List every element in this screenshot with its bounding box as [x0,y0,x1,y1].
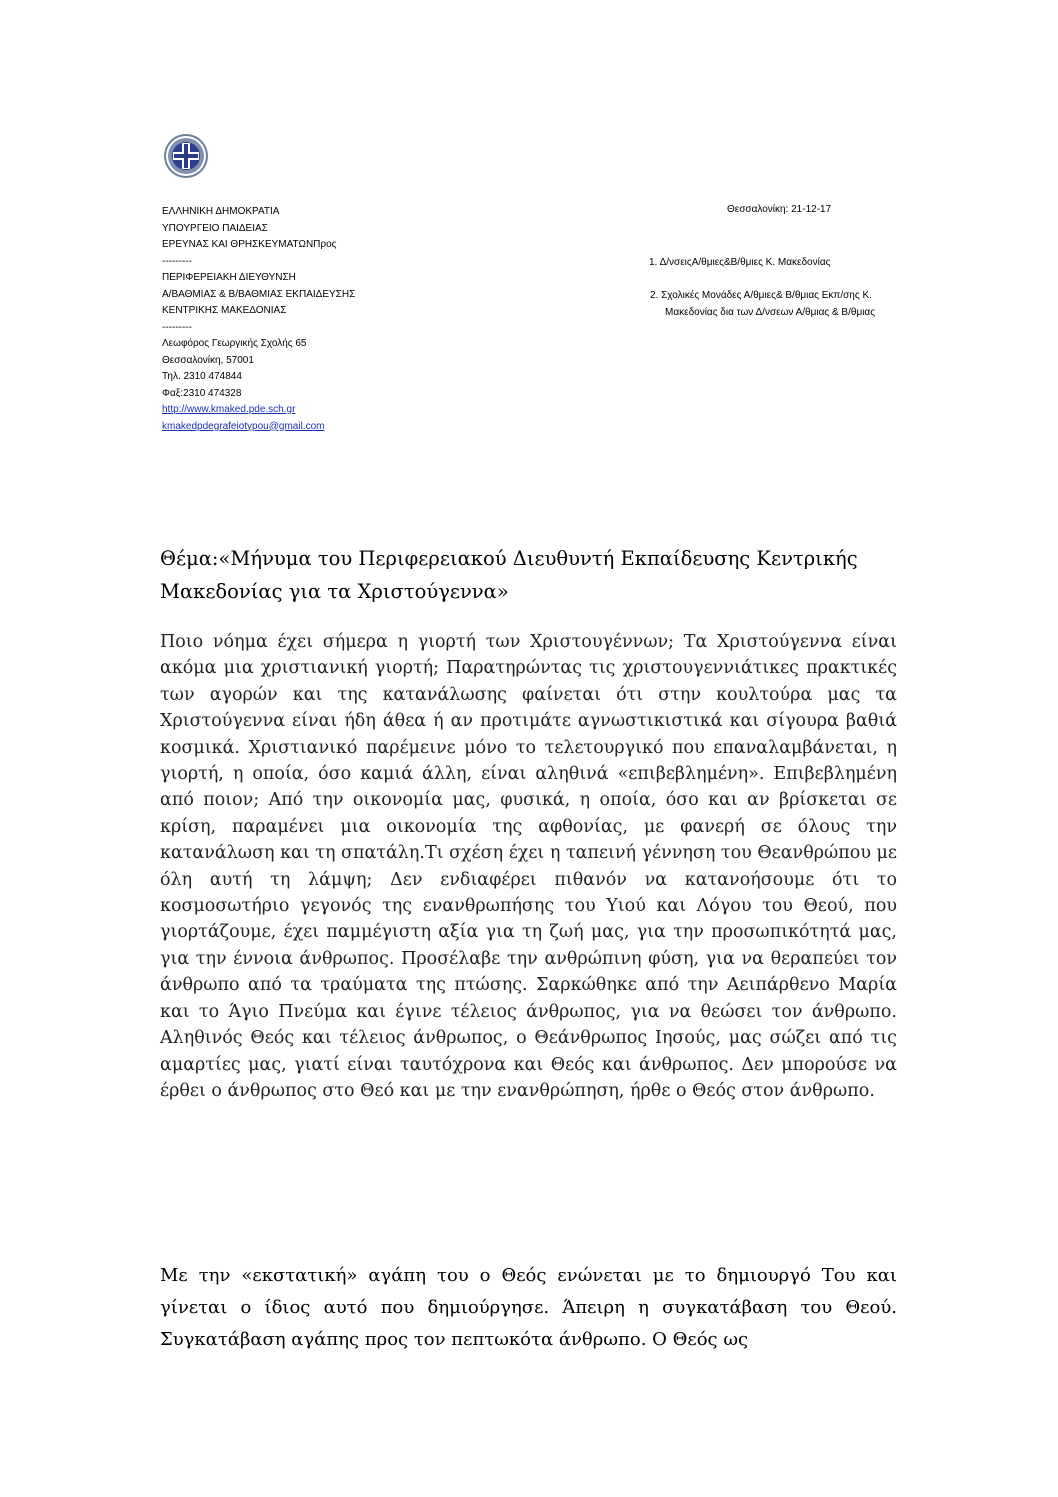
sender-header [162,204,422,435]
header-line: ΥΠΟΥΡΓΕΙΟ ΠΑΙΔΕΙΑΣ [162,222,268,234]
header-separator: --------- [162,255,192,267]
header-line: ΕΡΕΥΝΑΣ ΚΑΙ ΘΡΗΣΚΕΥΜΑΤΩΝΠρος [162,239,337,250]
recipient-2-continued: Μακεδονίας δια των Δ/νσεων Α/θμιας & Β/θμιας [665,307,876,318]
header-separator: --------- [162,321,192,333]
body-paragraph-2: Με την «εκστατική» αγάπη του ο Θεός ενώνεται με το δημιουργό Του και γίνεται ο ίδιος αυτό που δημιούργησε. Άπειρη η συγκατάβαση του Θεού. Συγκατάβαση αγάπης προς τον πεπτωκότα άνθρωπο. Ο Θεός ως [160,1265,897,1350]
header-line: ΠΕΡΙΦΕΡΕΙΑΚΗ ΔΙΕΥΘΥΝΣΗ [162,272,296,283]
header-line: ΚΕΝΤΡΙΚΗΣ ΜΑΚΕΔΟΝΙΑΣ [162,305,287,316]
recipient-1: 1. Δ/νσειςΑ/θμιες&Β/θμιες Κ. Μακεδονίας [649,257,831,268]
city-line: Θεσσαλονίκη, 57001 [162,354,254,366]
email-link[interactable]: kmakedpdegrafeiotypou@gmail.com [162,420,325,432]
fax-line: Φαξ:2310 474328 [162,387,242,399]
subject-heading: Θέμα:«Μήνυμα του Περιφερειακού Διευθυντή Εκπαίδευσης Κεντρικής Μακεδονίας για τα Χριστούγεννα» [160,547,858,603]
header-line: ΕΛΛΗΝΙΚΗ ΔΗΜΟΚΡΑΤΙΑ [162,206,280,217]
body-paragraph-1: Ποιο νόημα έχει σήμερα η γιορτή των Χριστουγέννων; Τα Χριστούγεννα είναι ακόμα μια χριστιανική γιορτή; Παρατηρώντας τις χριστουγεννιάτικες πρακτικές των αγορών και της κατανάλωσης φαίνεται ότι στην κουλτούρα μας τα Χριστούγεννα είναι ήδη άθεα ή αν προτιμάτε αγνωστικιστικά και σίγουρα βαθιά κοσμικά. Χριστιανικό παρέμεινε μόνο το τελετουργικό που επαναλαμβάνεται, η γιορτή, η οποία, όσο καμιά άλλη, είναι αληθινά «επιβεβλημένη». Επιβεβλημένη από ποιον; Από την οικονομία μας, φυσικά, η οποία, όσο και αν βρίσκεται σε κρίση, παραμένει μια οικονομία της αφθονίας, με φανερή σε όλους την κατανάλωση και τη σπατάλη.Τι σχέση έχει η ταπεινή γέννηση του Θεανθρώπου με όλη αυτή τη λάμψη; Δεν ενδιαφέρει πιθανόν να κατανοήσουμε ότι το κοσμοσωτήριο γεγονός της ενανθρωπήσης του Υιού και Λόγου του Θεού, που γιορτάζουμε, έχει παμμέγιστη αξία για τη ζωή μας, για την προσωπικότητά μας, για την έννοια άνθρωπος. Προσέλαβε την ανθρώπινη φύση, για να θεραπεύει τον άνθρωπο από τα τραύματα της πτώσης. Σαρκώθηκε από την Αειπάρθενο Μαρία και το Άγιο Πνεύμα και έγινε τέλειος άνθρωπος, για να θεώσει τον άνθρωπο. Αληθινός Θεός και τέλειος άνθρωπος, ο Θεάνθρωπος Ιησούς, μας σώζει από τις αμαρτίες μας, γιατί είναι ταυτόχρονα και Θεός και άνθρωπος. Δεν μπορούσε να έρθει ο άνθρωπος στο Θεό και με την ενανθρώπηση, ήρθε ο Θεός στον άνθρωπο. [160,632,897,1101]
phone-line: Τηλ. 2310 474844 [162,371,242,382]
website-link[interactable]: http://www.kmaked.pde.sch.gr [162,404,296,415]
address-line: Λεωφόρος Γεωργικής Σχολής 65 [162,338,307,349]
recipient-2: 2. Σχολικές Μονάδες Α/θμιες& Β/θμιας Εκπ/σης Κ. [650,290,872,301]
letter-date: Θεσσαλονίκη: 21-12-17 [727,204,832,215]
greek-emblem-logo [163,133,209,179]
header-line: Α/ΒΑΘΜΙΑΣ & Β/ΒΑΘΜΙΑΣ ΕΚΠΑΙΔΕΥΣΗΣ [162,288,356,300]
